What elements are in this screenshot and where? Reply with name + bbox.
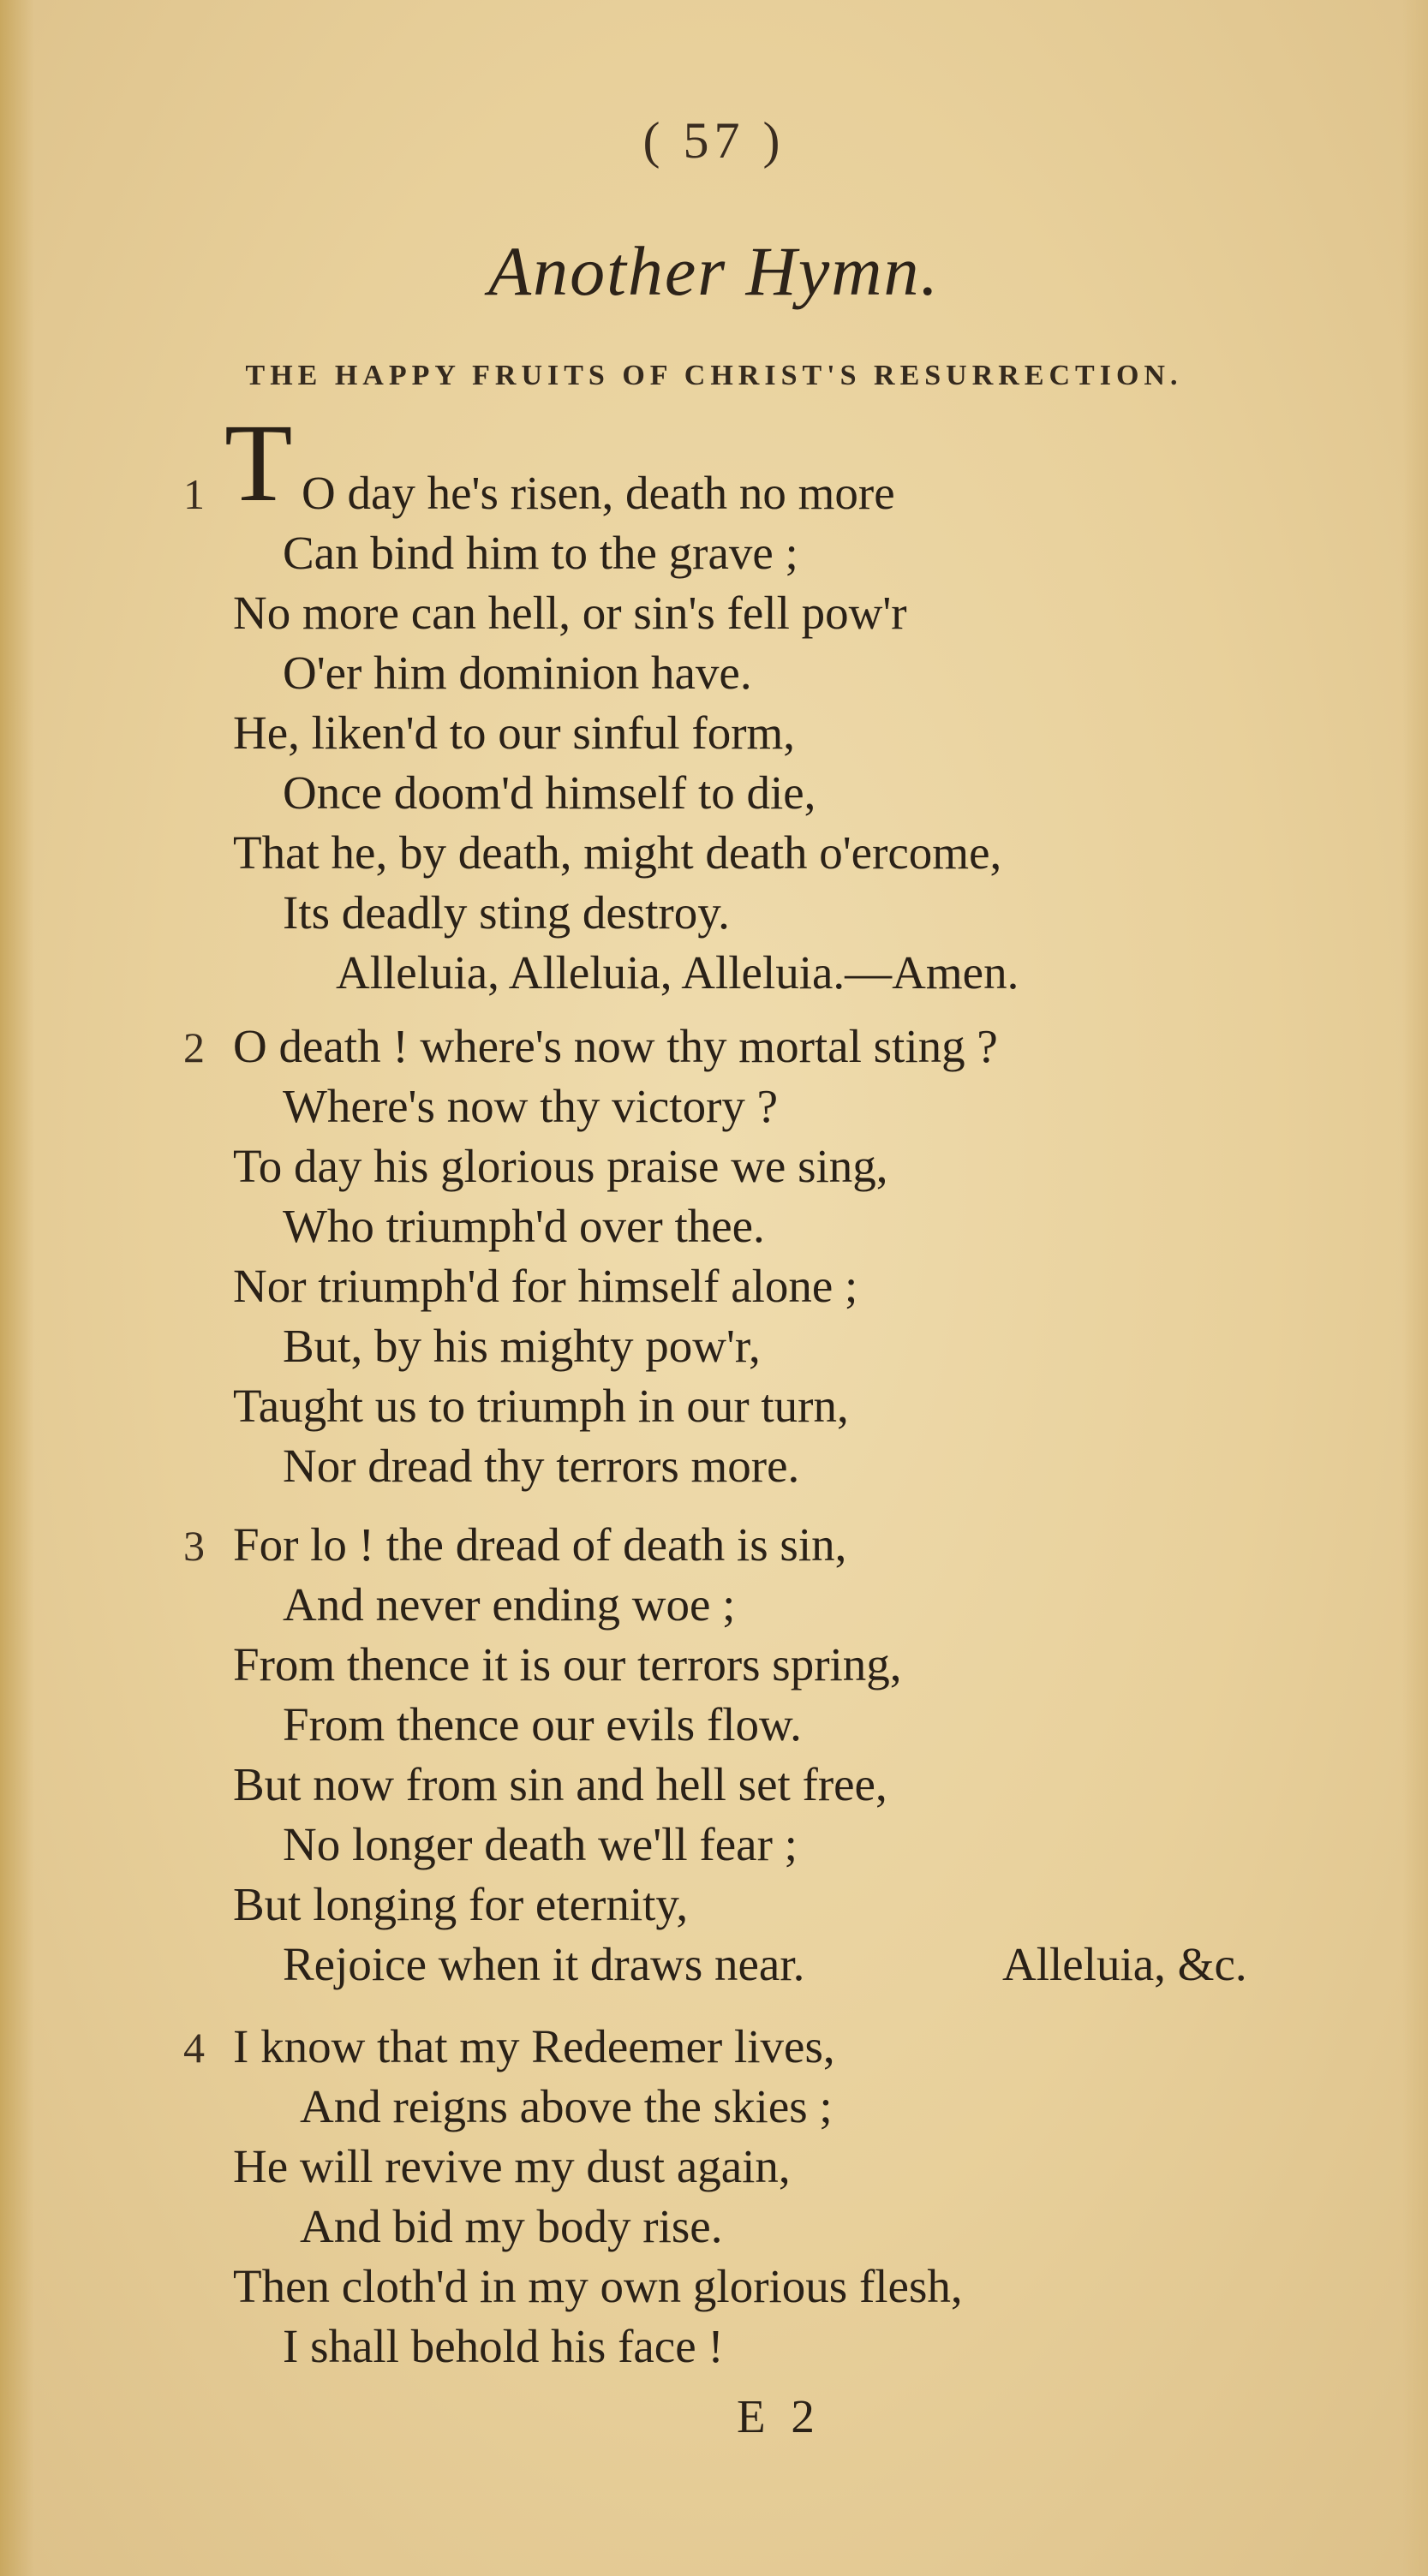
verse-line: But longing for eternity, — [233, 1878, 689, 1930]
stanza-number: 1 — [183, 470, 205, 518]
verse-line: Its deadly sting destroy. — [283, 886, 730, 939]
verse-line: Where's now thy victory ? — [283, 1080, 779, 1132]
catchword-signature: E 2 — [737, 2390, 822, 2442]
verse-line: Nor dread thy terrors more. — [283, 1440, 800, 1492]
verse-line: But now from sin and hell set free, — [233, 1758, 887, 1810]
verse-line: That he, by death, might death o'ercome, — [233, 826, 1002, 879]
verse-line: O'er him dominion have. — [283, 647, 752, 699]
verse-line: For lo ! the dread of death is sin, — [233, 1518, 847, 1571]
verse-line: No longer death we'll fear ; — [283, 1818, 798, 1870]
verse-line: Nor triumph'd for himself alone ; — [233, 1260, 858, 1312]
stanza-number: 2 — [183, 1023, 205, 1071]
verse-line: Can bind him to the grave ; — [283, 527, 798, 579]
verse-line: Once doom'd himself to die, — [283, 766, 816, 819]
drop-cap: T — [224, 402, 293, 525]
stanza-number: 3 — [183, 1522, 205, 1570]
verse-line: Who triumph'd over thee. — [283, 1200, 765, 1252]
verse-line: He, liken'd to our sinful form, — [233, 707, 796, 759]
verse-line: And never ending woe ; — [283, 1578, 736, 1631]
verse-line: No more can hell, or sin's fell pow'r — [233, 587, 907, 639]
stanza-number: 4 — [183, 2024, 205, 2072]
verse-line: But, by his mighty pow'r, — [283, 1320, 761, 1372]
verse-line: He will revive my dust again, — [233, 2140, 791, 2192]
verse-line: O day he's risen, death no more — [302, 467, 895, 519]
verse-line: Rejoice when it draws near. — [283, 1938, 805, 1990]
page-number: ( 57 ) — [642, 112, 786, 169]
verse-line: To day his glorious praise we sing, — [233, 1140, 888, 1192]
verse-line: And bid my body rise. — [300, 2200, 723, 2252]
verse-line: Then cloth'd in my own glorious flesh, — [233, 2260, 963, 2312]
verse-line-refrain: Alleluia, &c. — [1002, 1938, 1247, 1990]
verse-line: I shall behold his face ! — [283, 2320, 724, 2372]
verse-line: Taught us to triumph in our turn, — [233, 1380, 849, 1432]
verse-line: And reigns above the skies ; — [300, 2080, 833, 2132]
hymn-title: Another Hymn. — [487, 232, 940, 310]
verse-line: Alleluia, Alleluia, Alleluia.—Amen. — [336, 946, 1019, 999]
verse-line: From thence it is our terrors spring, — [233, 1638, 902, 1690]
verse-line: From thence our evils flow. — [283, 1698, 802, 1750]
hymn-subtitle: THE HAPPY FRUITS OF CHRIST'S RESURRECTION. — [245, 360, 1183, 391]
verse-line: I know that my Redeemer lives, — [233, 2020, 835, 2072]
verse-line: O death ! where's now thy mortal sting ? — [233, 1020, 998, 1072]
